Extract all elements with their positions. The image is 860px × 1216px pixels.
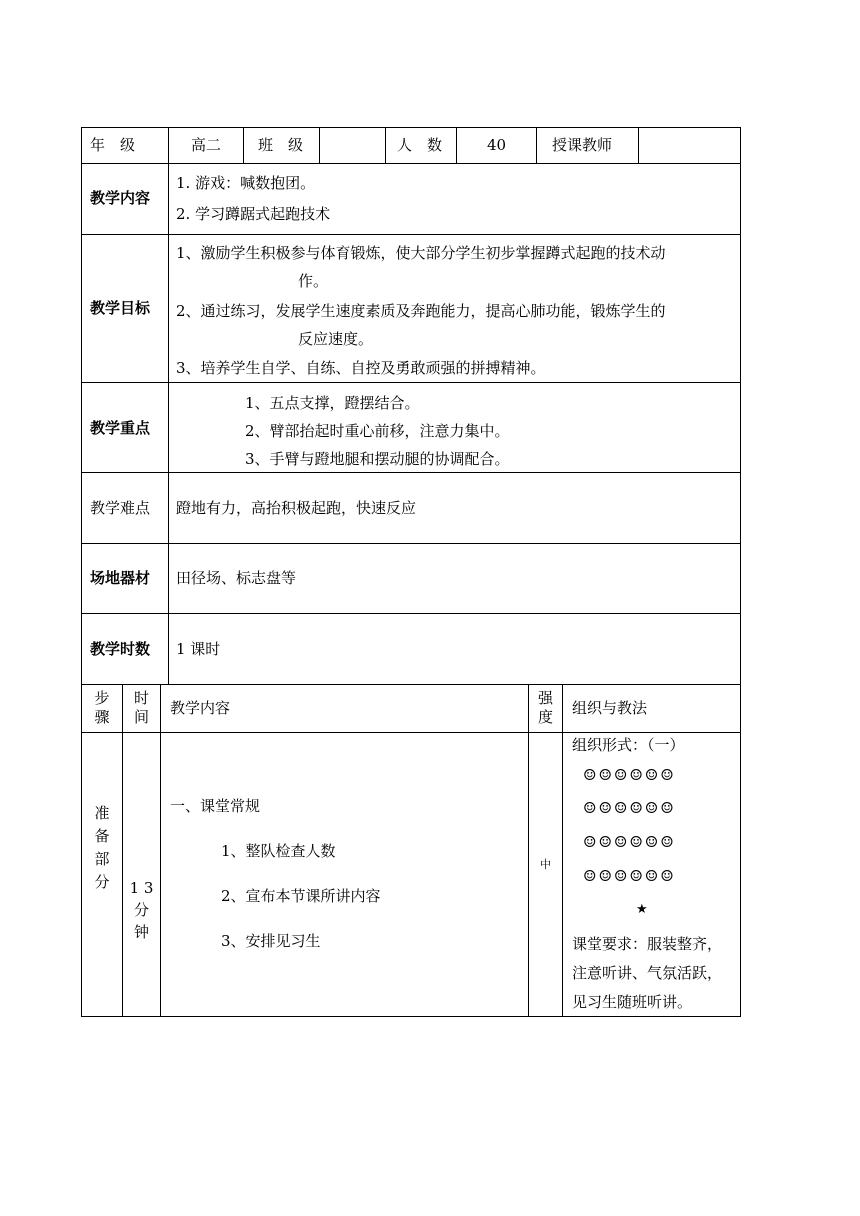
prep-heading: 一、课堂常规 <box>170 797 261 815</box>
content-item: 2. 学习蹲踞式起跑技术 <box>176 205 331 223</box>
key-point-item: 3、手臂与蹬地腿和摆动腿的协调配合。 <box>245 450 510 468</box>
intensity-header <box>529 689 562 727</box>
difficulty-text: 蹬地有力，高抬积极起跑，快速反应 <box>176 499 417 517</box>
count-value: 40 <box>486 136 507 154</box>
row-divider <box>81 472 741 473</box>
goal-line: 反应速度。 <box>298 330 374 348</box>
key-point-item: 2、臂部抬起时重心前移，注意力集中。 <box>245 422 510 440</box>
key-point-item: 1、五点支撑，蹬摆结合。 <box>245 394 420 412</box>
prep-time-line: 1 3 <box>129 879 154 897</box>
prep-item: 1、整队检查人数 <box>221 842 336 860</box>
requirement-line: 见习生随班听讲。 <box>572 993 693 1011</box>
content-header: 教学内容 <box>170 699 231 717</box>
col-divider <box>168 163 169 684</box>
requirement-line: 课堂要求：服装整齐， <box>572 935 723 953</box>
time-header-char: 时 <box>133 689 149 707</box>
prep-step-char: 分 <box>94 873 110 891</box>
difficulty-label: 教学难点 <box>90 499 151 517</box>
hours-text: 1 课时 <box>176 640 221 658</box>
prep-step-char: 部 <box>94 850 110 868</box>
grade-value: 高二 <box>190 136 221 154</box>
equipment-text: 田径场、标志盘等 <box>176 569 297 587</box>
student-formation-row: ☺☺☺☺☺☺ <box>583 833 676 851</box>
col-divider <box>385 127 386 163</box>
time-header-char: 间 <box>133 708 149 726</box>
goals-label: 教学目标 <box>90 299 151 317</box>
prep-item: 3、安排见习生 <box>221 932 321 950</box>
teacher-label: 授课教师 <box>552 136 613 154</box>
method-header: 组织与教法 <box>572 699 648 717</box>
row-divider <box>81 382 741 383</box>
prep-step <box>82 802 122 894</box>
step-header <box>82 689 122 727</box>
equipment-label: 场地器材 <box>90 569 151 587</box>
hours-label: 教学时数 <box>90 640 151 658</box>
intensity-header-char: 度 <box>537 708 553 726</box>
key-points-label: 教学重点 <box>90 419 151 437</box>
prep-item: 2、宣布本节课所讲内容 <box>221 887 381 905</box>
goal-line: 3、培养学生自学、自练、自控及勇敢顽强的拼搏精神。 <box>176 359 546 377</box>
requirement-line: 注意听讲、气氛活跃， <box>572 964 723 982</box>
row-divider <box>81 234 741 235</box>
col-divider <box>536 127 537 163</box>
col-divider <box>243 127 244 163</box>
prep-time <box>123 877 160 943</box>
student-formation-row: ☺☺☺☺☺☺ <box>583 766 676 784</box>
step-header-char: 步 <box>94 689 110 707</box>
student-formation-row: ☺☺☺☺☺☺ <box>583 799 676 817</box>
col-divider <box>319 127 320 163</box>
col-divider <box>528 684 529 1017</box>
row-divider <box>81 543 741 544</box>
col-divider <box>160 684 161 1017</box>
class-label: 班 级 <box>258 136 304 154</box>
org-title: 组织形式：（一） <box>572 736 685 754</box>
prep-step-char: 备 <box>94 827 110 845</box>
col-divider <box>122 684 123 1017</box>
goal-line: 1、激励学生积极参与体育锻炼，使大部分学生初步掌握蹲式起跑的技术动 <box>176 244 666 262</box>
teacher-star-icon: ★ <box>636 902 648 917</box>
content-item: 1. 游戏：喊数抱团。 <box>176 174 316 192</box>
row-divider <box>81 684 741 685</box>
intensity-header-char: 强 <box>537 689 553 707</box>
content-label: 教学内容 <box>90 189 151 207</box>
step-header-char: 骤 <box>94 708 110 726</box>
prep-intensity: 中 <box>540 858 551 871</box>
grade-label: 年 级 <box>90 136 136 154</box>
col-divider <box>562 684 563 1017</box>
prep-step-char: 准 <box>94 804 110 822</box>
time-header <box>123 689 160 727</box>
prep-time-line: 分 <box>133 901 149 919</box>
col-divider <box>638 127 639 163</box>
count-label: 人 数 <box>397 136 443 154</box>
row-divider <box>81 163 741 164</box>
goal-line: 作。 <box>298 272 329 290</box>
row-divider <box>81 732 741 733</box>
prep-time-line: 钟 <box>133 923 149 941</box>
student-formation-row: ☺☺☺☺☺☺ <box>583 867 676 885</box>
row-divider <box>81 613 741 614</box>
goal-line: 2、通过练习，发展学生速度素质及奔跑能力，提高心肺功能，锻炼学生的 <box>176 302 666 320</box>
